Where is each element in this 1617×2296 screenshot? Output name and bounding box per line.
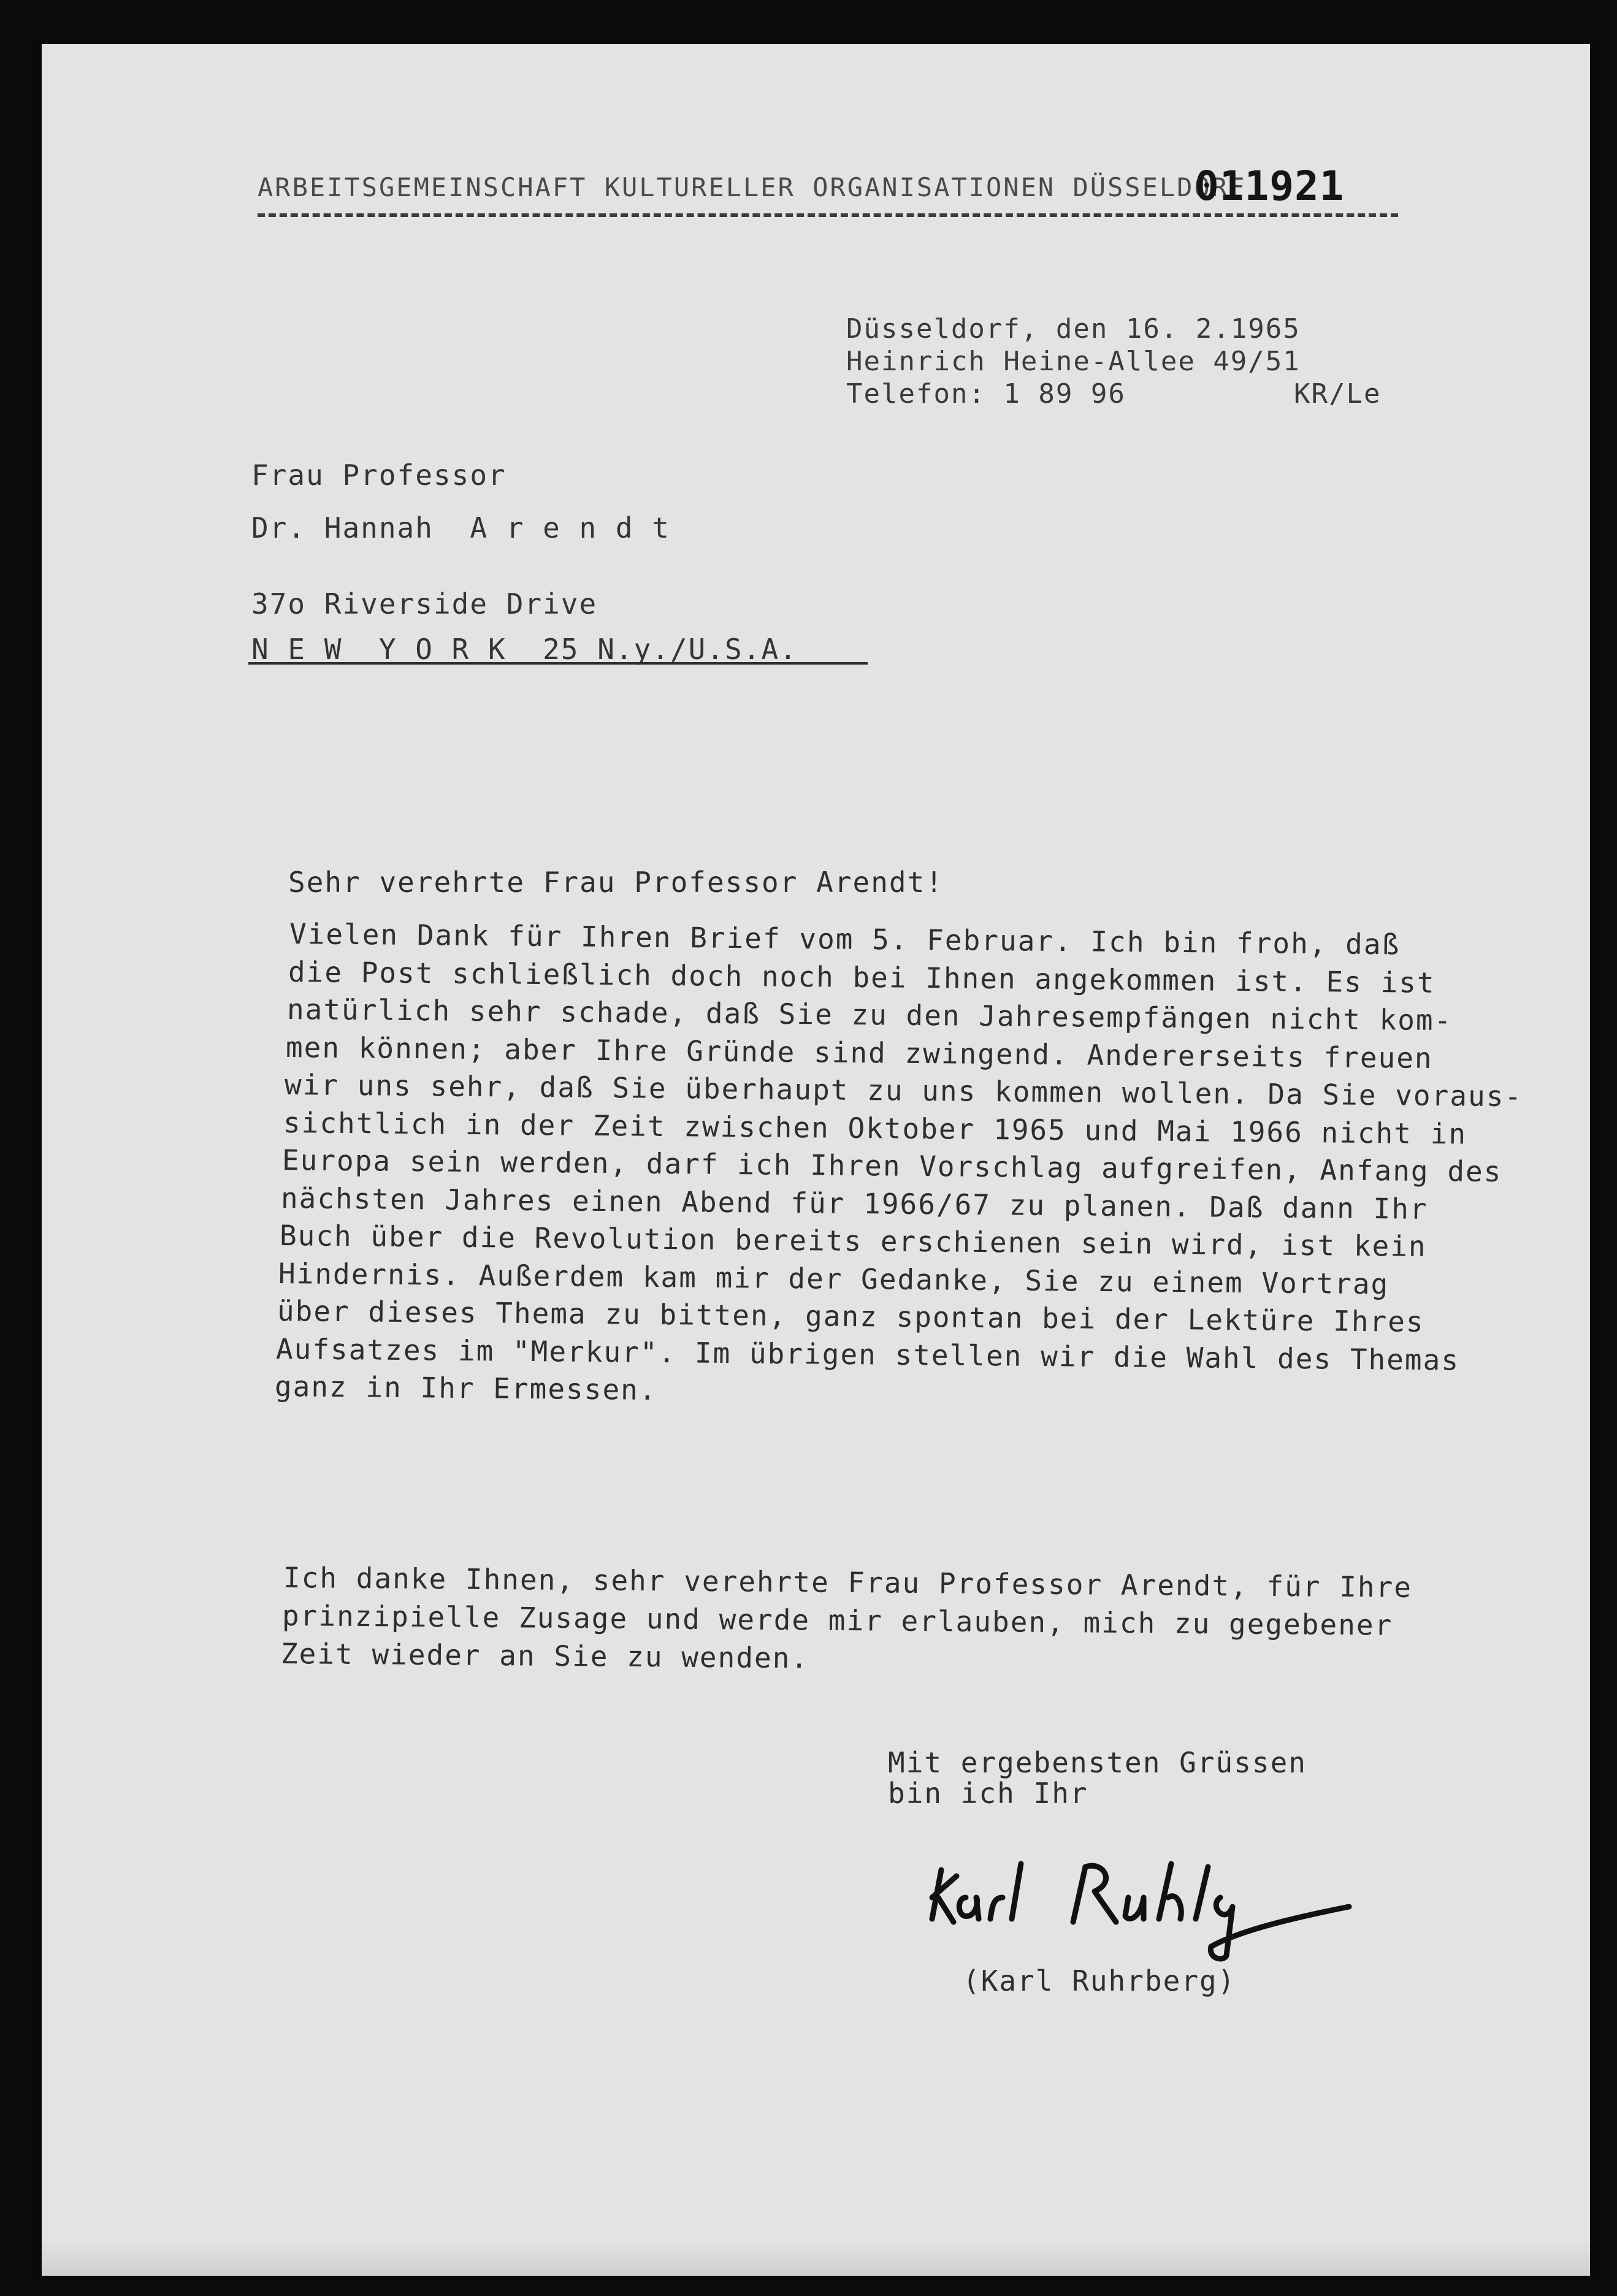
body-line: Europa sein werden, darf ich Ihren Vorschlag aufgreifen, Anfang des (281, 1143, 1502, 1189)
archive-number-stamp: 011921 (1195, 162, 1345, 210)
recipient-title: Frau Professor (251, 459, 507, 492)
body-line: ganz in Ihr Ermessen. (274, 1370, 657, 1406)
body-line: Ich danke Ihnen, sehr verehrte Frau Professor Arendt, für Ihre (283, 1561, 1413, 1604)
body-line: prinzipielle Zusage und werde mir erlauben, mich zu gegebener (281, 1599, 1393, 1642)
address-underline (248, 662, 868, 665)
letterhead-organization: ARBEITSGEMEINSCHAFT KULTURELLER ORGANISATIONEN DÜSSELDORF (258, 172, 1247, 202)
paper-bottom-edge (42, 2239, 1590, 2276)
handwritten-signature (920, 1839, 1472, 1962)
body-line: über dieses Thema zu bitten, ganz spontan bei der Lektüre Ihres (277, 1294, 1424, 1338)
address-line: Heinrich Heine-Allee 49/51 (846, 346, 1301, 377)
body-line: Buch über die Revolution bereits erschienen sein wird, ist kein (279, 1219, 1427, 1263)
recipient-city: N E W Y O R K 25 N.y./U.S.A. (251, 633, 798, 666)
body-line: nächsten Jahres einen Abend für 1966/67 zu planen. Daß dann Ihr (280, 1181, 1428, 1226)
body-line: Vielen Dank für Ihren Brief vom 5. Februar. Ich bin froh, daß (289, 917, 1401, 961)
body-line: Zeit wieder an Sie zu wenden. (280, 1637, 809, 1675)
salutation: Sehr verehrte Frau Professor Arendt! (288, 866, 944, 899)
body-line: sichtlich in der Zeit zwischen Oktober 1965 und Mai 1966 nicht in (283, 1105, 1467, 1151)
body-line: die Post schließlich doch noch bei Ihnen angekommen ist. Es ist (288, 955, 1435, 999)
letterhead-divider (258, 213, 1398, 217)
body-line: men können; aber Ihre Gründe sind zwingend. Andererseits freuen (285, 1030, 1433, 1075)
reference-code: KR/Le (1294, 378, 1382, 410)
recipient-name: Dr. Hannah A r e n d t (251, 511, 670, 544)
closing-line-2: bin ich Ihr (888, 1777, 1088, 1810)
phone-line: Telefon: 1 89 96 (846, 378, 1126, 410)
closing-line-1: Mit ergebensten Grüssen (888, 1746, 1307, 1779)
typed-signature-name: (Karl Ruhrberg) (963, 1964, 1236, 1997)
body-line: Hindernis. Außerdem kam mir der Gedanke, Sie zu einem Vortrag (278, 1256, 1390, 1300)
body-line: Aufsatzes im "Merkur". Im übrigen stellen wir die Wahl des Themas (275, 1332, 1460, 1377)
date-line: Düsseldorf, den 16. 2.1965 (846, 313, 1301, 345)
body-line: natürlich sehr schade, daß Sie zu den Jahresempfängen nicht kom- (286, 993, 1453, 1037)
body-line: wir uns sehr, daß Sie überhaupt zu uns kommen wollen. Da Sie voraus- (284, 1068, 1523, 1113)
recipient-street: 37o Riverside Drive (251, 587, 598, 620)
